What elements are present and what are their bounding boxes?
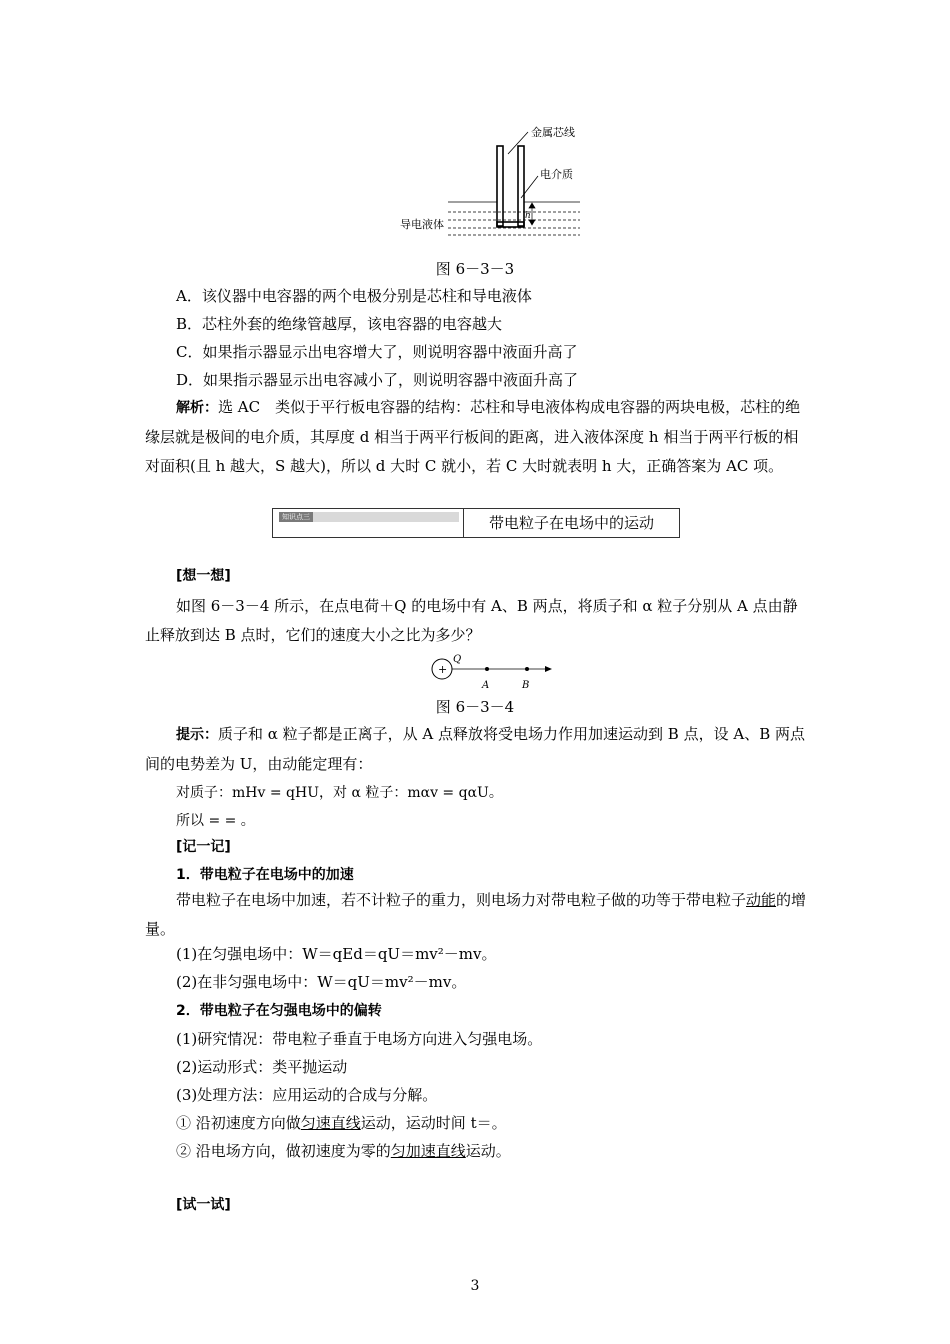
section2-item3: (3)处理方法：应用运动的合成与分解。 [176,1086,438,1104]
hint-eq1: 对质子：mHv = qHU，对 α 粒子：mαv = qαU。 [176,785,503,801]
analysis-paragraph [145,393,807,481]
section2-item2: (2)运动形式：类平抛运动 [176,1058,348,1076]
knowledge-tag: 知识点三 [279,512,313,522]
think-question: 如图 6－3－4 所示，在点电荷＋Q 的电场中有 A、B 两点，将质子和 α 粒子分别从 A 点由静止释放到达 B 点时，它们的速度大小之比为多少？ [145,597,798,644]
section2-circle1 [176,1113,507,1133]
section2-item1: (1)研究情况：带电粒子垂直于电场方向进入匀强电场。 [176,1030,543,1048]
circle2-underline: 匀加速直线 [390,1142,466,1160]
point-a-label: A [482,680,490,691]
point-a [485,667,489,671]
knowledge-point-box [272,508,680,538]
option-b: B．芯柱外套的绝缘管越厚，该电容器的电容越大 [176,315,503,333]
option-d: D．如果指示器显示出电容减小了，则说明容器中液面升高了 [176,371,579,389]
analysis-label: 解析： [176,400,218,416]
section1-item2: (2)在非匀强电场中：W＝qU＝mv²－mv。 [176,973,467,991]
page-number: 3 [470,1278,480,1294]
analysis-text: 选 AC 类似于平行板电容器的结构：芯柱和导电液体构成电容器的两块电极，芯柱的绝缘层就是极间的电介质，其厚度 d 相当于两平行板间的距离，进入液体深度 h 相当于两平行板的相对面积(且 h 越大，S 越大)，所以 d 大时 C 就小，若 C 大时就表明 h 大，正确答案为 AC 项。 [145,398,801,475]
charge-q-label: Q [453,654,462,665]
section1-paragraph [145,886,807,944]
section1-text-b: 的增量。 [145,891,807,938]
option-c: C．如果指示器显示出电容增大了，则说明容器中液面升高了 [176,343,578,361]
hint-eq2: 所以 = = 。 [176,813,255,829]
figure-capacitor-level-gauge [380,118,610,248]
point-b [525,667,529,671]
label-core: 金属芯线 [531,126,575,139]
circle1-text-b: 运动，运动时间 t＝。 [360,1114,507,1132]
section1-text-a: 带电粒子在电场中加速，若不计粒子的重力，则电场力对带电粒子做的功等于带电粒子 [176,891,747,909]
hint-paragraph [145,720,807,779]
field-arrow [545,666,552,672]
remember-heading: [记一记] [176,839,231,855]
figure-caption-1: 图 6－3－3 [435,260,515,278]
option-a: A．该仪器中电容器的两个电极分别是芯柱和导电液体 [176,287,532,305]
knowledge-title: 带电粒子在电场中的运动 [488,514,654,532]
dielectric-tube [497,146,524,227]
circle2-text-a: ② 沿电场方向，做初速度为零的 [176,1142,391,1160]
label-liquid: 导电液体 [400,218,444,231]
figure-caption-2: 图 6－3－4 [435,698,515,716]
circle1-underline: 匀速直线 [300,1114,361,1132]
point-b-label: B [522,680,530,691]
try-heading: [试一试] [176,1197,231,1213]
section1-underline: 动能 [746,891,777,909]
section1-title: 1．带电粒子在电场中的加速 [176,867,354,883]
section2-title: 2．带电粒子在匀强电场中的偏转 [176,1003,382,1019]
hint-label: 提示： [176,727,218,743]
figure-point-charge [425,652,560,694]
circle2-text-b: 运动。 [465,1142,511,1160]
label-dielectric: 电介质 [540,168,573,181]
think-heading: [想一想] [176,568,231,584]
hint-text: 质子和 α 粒子都是正离子，从 A 点释放将受电场力作用加速运动到 B 点，设 A、B 两点间的电势差为 U，由动能定理有： [145,725,805,773]
label-h: h [525,211,531,221]
circle1-text-a: ① 沿初速度方向做 [176,1114,301,1132]
section1-item1: (1)在匀强电场中：W＝qEd＝qU＝mv²－mv。 [176,945,497,963]
liquid-surface-lines [448,202,580,235]
section2-circle2 [176,1141,511,1161]
charge-plus: + [438,663,448,676]
